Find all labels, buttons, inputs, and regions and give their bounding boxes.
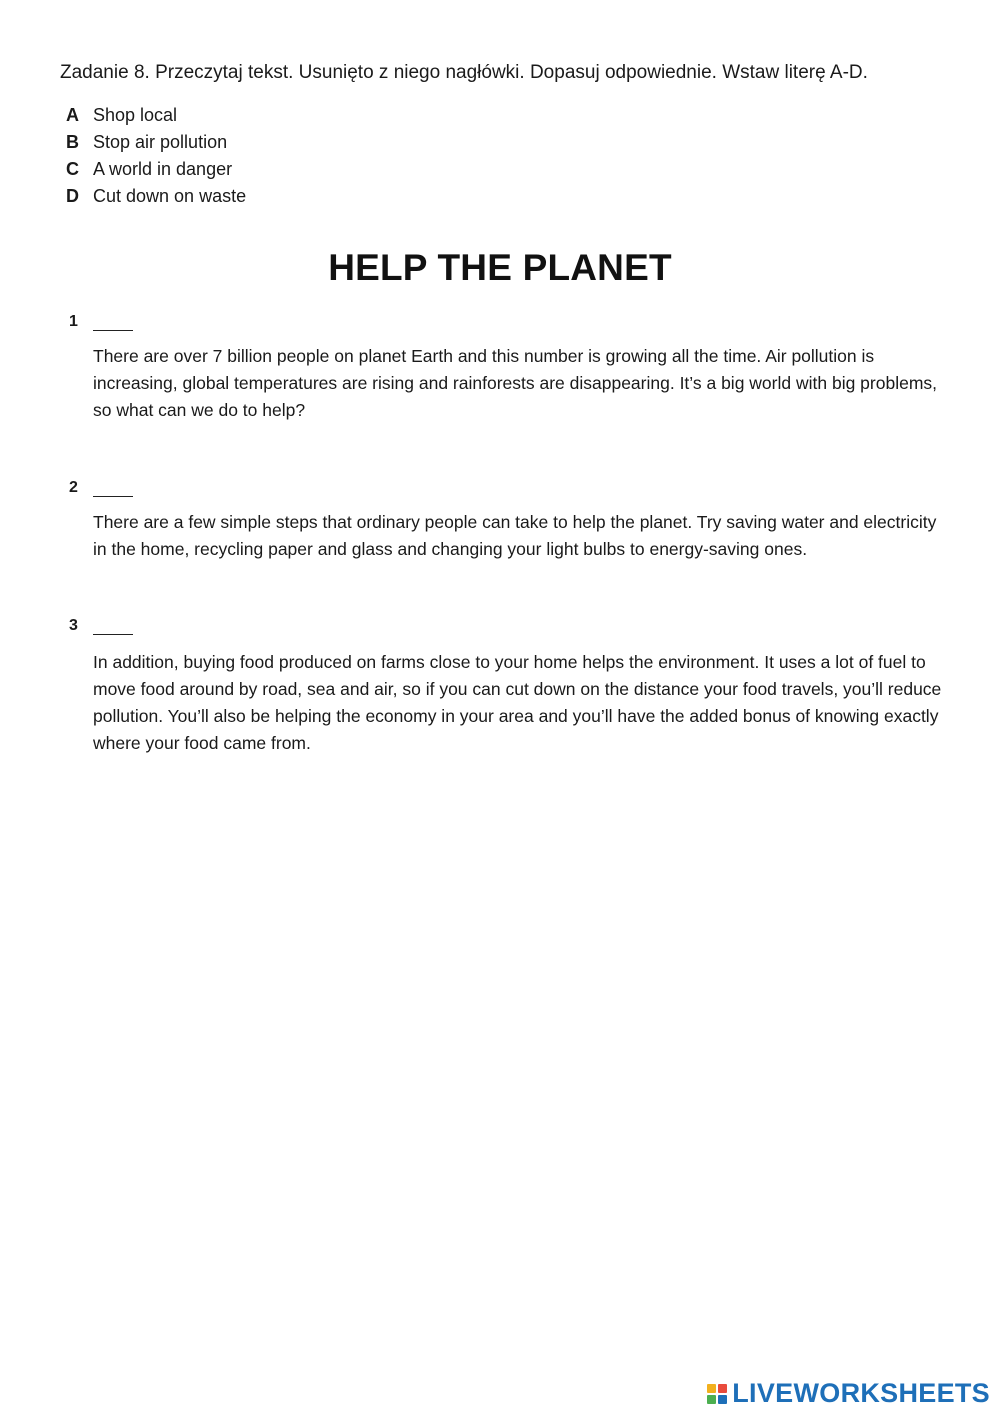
logo-text: LIVEWORKSHEETS <box>732 1378 990 1408</box>
section-3-heading <box>69 617 133 635</box>
option-text: Stop air pollution <box>93 132 228 152</box>
section-2-heading <box>69 479 133 497</box>
task-instruction: Zadanie 8. Przeczytaj tekst. Usunięto z niego nagłówki. Dopasuj odpowiednie. Wstaw literę A-D. <box>60 62 868 83</box>
liveworksheets-logo <box>707 1378 990 1409</box>
option-letter: C <box>66 159 79 179</box>
option-letter: D <box>66 186 79 206</box>
section-number: 3 <box>69 617 78 634</box>
answer-blank-3[interactable] <box>93 620 133 635</box>
option-text: A world in danger <box>93 159 233 179</box>
logo-square-icon <box>707 1395 716 1404</box>
answer-blank-2[interactable] <box>93 482 133 497</box>
logo-square-icon <box>718 1384 727 1393</box>
section-2-paragraph: There are a few simple steps that ordinary people can take to help the planet. Try saving water and electricity in the home, recycling paper and glass and changing your light bulbs to energy-saving ones. <box>93 512 937 559</box>
option-letter: A <box>66 105 79 125</box>
page-title: HELP THE PLANET <box>328 247 672 288</box>
option-d <box>66 184 246 211</box>
section-number: 1 <box>69 313 78 330</box>
option-c <box>66 157 246 184</box>
heading-options-list <box>66 103 246 211</box>
option-b <box>66 130 246 157</box>
section-1-paragraph: There are over 7 billion people on planet Earth and this number is growing all the time. Air pollution is increasing, global temperatures are rising and rainforests are disappearing. It’s a big world with big problems, so what can we do to help? <box>93 346 938 420</box>
section-1-heading <box>69 313 133 331</box>
option-letter: B <box>66 132 79 152</box>
logo-mark-icon <box>707 1384 727 1404</box>
logo-square-icon <box>707 1384 716 1393</box>
logo-square-icon <box>718 1395 727 1404</box>
section-number: 2 <box>69 479 78 496</box>
option-a <box>66 103 246 130</box>
answer-blank-1[interactable] <box>93 316 133 331</box>
option-text: Shop local <box>93 105 178 125</box>
section-3-paragraph: In addition, buying food produced on farms close to your home helps the environment. It uses a lot of fuel to move food around by road, sea and air, so if you can cut down on the distance your food travels, you’ll reduce pollution. You’ll also be helping the economy in your area and you’ll have the added bonus of knowing exactly where your food came from. <box>93 652 942 753</box>
option-text: Cut down on waste <box>93 186 247 206</box>
